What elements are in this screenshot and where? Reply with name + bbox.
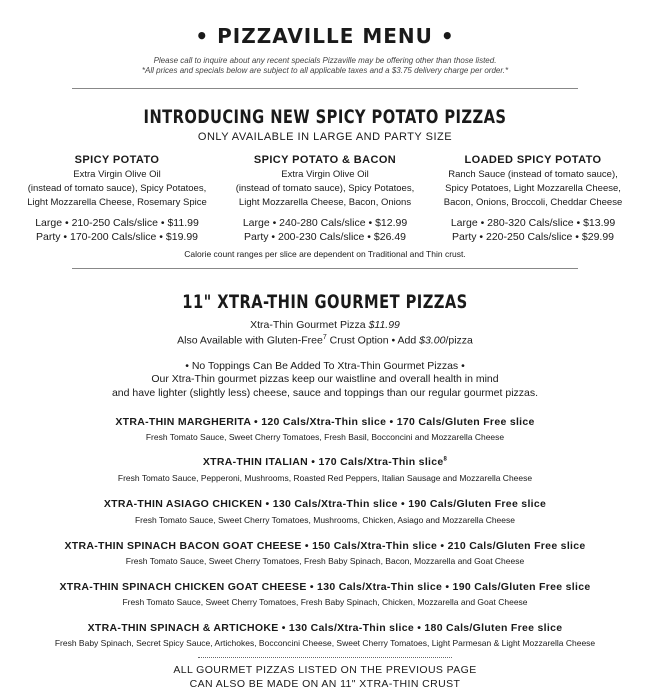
no-toppings-notice: • No Toppings Can Be Added To Xtra-Thin Gourmet Pizzas • <box>185 360 465 372</box>
disclaimer <box>0 56 650 76</box>
item-desc-line: Ranch Sauce (instead of tomato sauce), <box>448 169 618 180</box>
thin-pizza-name: XTRA-THIN ASIAGO CHICKEN • 130 Cals/Xtra-Thin slice • 190 Cals/Gluten Free slice <box>103 498 547 510</box>
gf-price-value: $3.00 <box>419 334 446 347</box>
calorie-note: Calorie count ranges per slice are dependent on Traditional and Thin crust. <box>184 249 466 259</box>
thin-blurb-line-1: Our Xtra-Thin gourmet pizzas keep our waistline and overall health in mind <box>151 373 499 385</box>
gluten-free-line <box>0 331 650 348</box>
item-desc-line: (instead of tomato sauce), Spicy Potatoes, <box>27 183 207 194</box>
disclaimer-line-1: Please call to inquire about any recent specials Pizzaville may be offering other than those listed. <box>153 56 497 65</box>
item-name: SPICY POTATO <box>74 154 160 166</box>
footer-line-2: CAN ALSO BE MADE ON AN 11" XTRA-THIN CRUST <box>189 678 461 690</box>
item-prices <box>433 216 633 244</box>
thin-pizza-desc: Fresh Tomato Sauce, Sweet Cherry Tomatoes, Fresh Basil, Bocconcini and Mozzarella Cheese <box>145 432 505 442</box>
item-desc-line: Extra Virgin Olive Oil <box>281 169 369 180</box>
thin-pizza-desc: Fresh Tomato Sauce, Pepperoni, Mushrooms, Roasted Red Peppers, Italian Sausage and Mozzarella Cheese <box>117 473 533 483</box>
thin-price-line <box>0 318 650 332</box>
item-name: SPICY POTATO & BACON <box>253 154 397 166</box>
menu-item-spicy-potato-bacon <box>225 154 425 244</box>
thin-pizza-name: XTRA-THIN SPINACH BACON GOAT CHEESE • 150 Cals/Xtra-Thin slice • 210 Cals/Gluten Free slice <box>64 540 586 552</box>
thin-pizza-desc: Fresh Tomato Sauce, Sweet Cherry Tomatoes, Fresh Baby Spinach, Bacon, Mozzarella and Goat Cheese <box>125 556 525 566</box>
item-price-party: Party • 170-200 Cals/slice • $19.99 <box>35 231 199 243</box>
footer-divider <box>198 657 452 658</box>
item-name: LOADED SPICY POTATO <box>464 154 602 166</box>
menu-item-spicy-potato <box>17 154 217 244</box>
item-desc-line: Light Mozzarella Cheese, Rosemary Spice <box>27 197 207 208</box>
thin-pizza-desc: Fresh Tomato Sauce, Sweet Cherry Tomatoes, Mushrooms, Chicken, Asiago and Mozzarella Cheese <box>134 515 515 525</box>
footnote-marker: 8 <box>443 456 448 463</box>
item-prices <box>225 216 425 244</box>
thin-price-value: $11.99 <box>368 319 400 331</box>
item-desc-line: Bacon, Onions, Broccoli, Cheddar Cheese <box>443 197 623 208</box>
gf-label-b: Crust Option • Add <box>326 334 417 347</box>
item-price-party: Party • 220-250 Cals/slice • $29.99 <box>451 231 615 243</box>
thin-blurb-line-2: and have lighter (slightly less) cheese, sauce and toppings than our regular gourmet pizzas. <box>111 387 539 399</box>
thin-price-label: Xtra-Thin Gourmet Pizza <box>250 319 366 331</box>
item-prices <box>17 216 217 244</box>
gf-label: Also Available with Gluten-Free <box>177 334 323 347</box>
thin-pizza-desc: Fresh Baby Spinach, Secret Spicy Sauce, Artichokes, Bocconcini Cheese, Sweet Cherry Tomatoes, Light Parmesan & Light Mozzarella Cheese <box>54 638 596 648</box>
gf-suffix: /pizza <box>445 334 473 347</box>
potato-section-title: INTRODUCING NEW SPICY POTATO PIZZAS <box>143 106 507 128</box>
footer-line-1: ALL GOURMET PIZZAS LISTED ON THE PREVIOUS PAGE <box>173 664 477 676</box>
item-price-party: Party • 200-230 Cals/slice • $26.49 <box>243 231 407 243</box>
gf-footnote-marker: 7 <box>322 334 327 341</box>
thin-pizza-desc: Fresh Tomato Sauce, Sweet Cherry Tomatoes, Fresh Baby Spinach, Chicken, Mozzarella and Goat Cheese <box>122 597 528 607</box>
divider-middle <box>72 268 578 269</box>
thin-pizza-name: XTRA-THIN SPINACH CHICKEN GOAT CHEESE • 130 Cals/Xtra-Thin slice • 190 Cals/Gluten Free slice <box>59 581 591 593</box>
item-price-large: Large • 210-250 Cals/slice • $11.99 <box>35 217 199 229</box>
item-desc-line: (instead of tomato sauce), Spicy Potatoes, <box>235 183 415 194</box>
item-price-large: Large • 280-320 Cals/slice • $13.99 <box>450 217 616 229</box>
thin-pizza-name: XTRA-THIN SPINACH & ARTICHOKE • 130 Cals/Xtra-Thin slice • 180 Cals/Gluten Free slice <box>87 622 563 634</box>
thin-section-title: 11" XTRA-THIN GOURMET PIZZAS <box>182 291 468 313</box>
thin-pizza-name <box>0 456 650 468</box>
item-desc-line: Light Mozzarella Cheese, Bacon, Onions <box>238 197 412 208</box>
item-desc-line: Extra Virgin Olive Oil <box>73 169 161 180</box>
thin-pizza-name-text: XTRA-THIN ITALIAN • 170 Cals/Xtra-Thin slice <box>202 456 444 468</box>
divider-top <box>72 88 578 89</box>
menu-item-loaded-spicy-potato <box>433 154 633 244</box>
item-price-large: Large • 240-280 Cals/slice • $12.99 <box>242 217 408 229</box>
item-desc-line: Spicy Potatoes, Light Mozzarella Cheese, <box>445 183 621 194</box>
thin-pizza-name: XTRA-THIN MARGHERITA • 120 Cals/Xtra-Thin slice • 170 Cals/Gluten Free slice <box>115 416 535 428</box>
potato-section-subtitle: ONLY AVAILABLE IN LARGE AND PARTY SIZE <box>197 131 453 143</box>
disclaimer-line-2: *All prices and specials below are subject to all applicable taxes and a $3.75 delivery charge per order.* <box>141 66 509 75</box>
page-title: • PIZZAVILLE MENU • <box>195 24 455 48</box>
